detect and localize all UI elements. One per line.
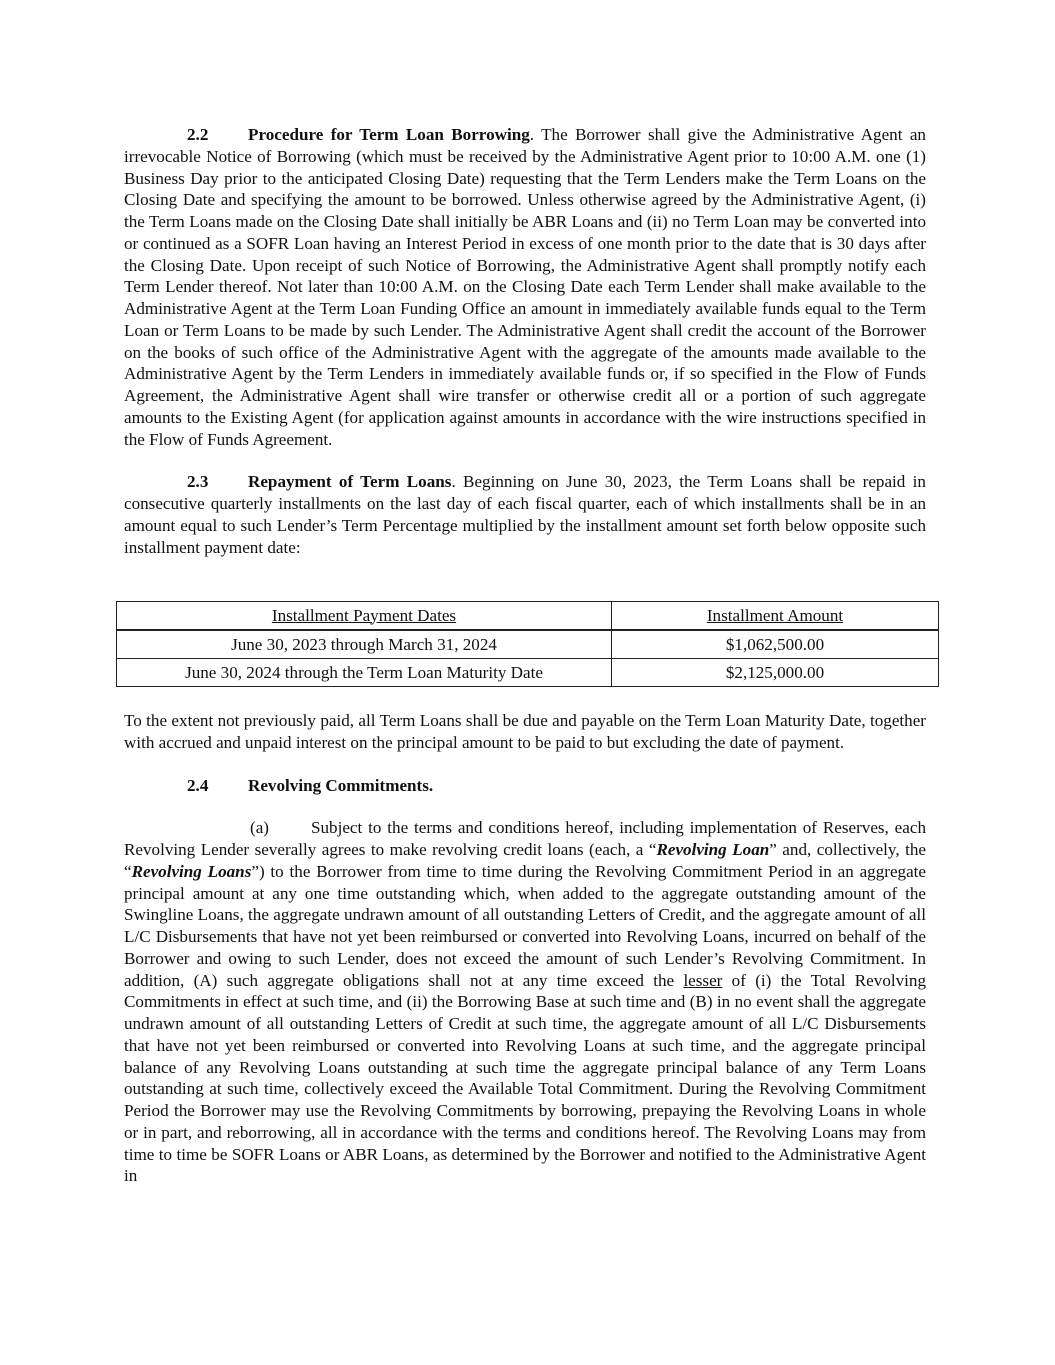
document-page-lower <box>124 710 926 1187</box>
clause-a-text-1: Subject to the terms and conditions hereof, including implementation of Reserves, each Revolving Lender severally agrees to make revolving credit loans (each, a “ <box>124 818 926 859</box>
section-2-2-number: 2.2 <box>187 125 209 144</box>
section-2-4-title: Revolving Commitments. <box>248 775 434 795</box>
section-2-2-title: Procedure for Term Loan Borrowing <box>248 125 530 144</box>
defined-term-revolving-loan: Revolving Loan <box>656 840 770 859</box>
row-amount-cell: $1,062,500.00 <box>612 630 939 659</box>
header-payment-dates: Installment Payment Dates <box>117 602 612 631</box>
section-2-3-number: 2.3 <box>187 472 209 492</box>
document-page <box>124 124 926 558</box>
lesser-underlined: lesser <box>683 970 723 990</box>
section-2-3-body: . Beginning on June 30, 2023, the Term Loans shall be repaid in consecutive quarterly installments on the last day of each fiscal quarter, each of which installments shall be in an amount equal to such Lender’s Term Percentage multiplied by the installment amount set forth below opposite such installment payment date: <box>124 472 926 557</box>
clause-a-label: (a) <box>250 818 269 838</box>
section-2-3-title: Repayment of Term Loans <box>248 472 452 492</box>
defined-term-revolving-loans: Revolving Loans <box>131 861 252 881</box>
row-dates-cell: June 30, 2024 through the Term Loan Maturity Date <box>117 659 612 687</box>
section-2-3-paragraph <box>124 471 926 558</box>
installment-schedule-table <box>116 601 939 687</box>
clause-a-text-4: of (i) the Total Revolving Commitments in effect at such time, and (ii) the Borrowing Base at such time and (B) in no event shall the aggregate undrawn amount of all outstanding Letters of Credit at such time, the aggregate amount of all L/C Disbursements that have not yet been reimbursed or converted into Revolving Loans at such time, and the aggregate principal balance of any Revolving Loans outstanding at such time the aggregate principal balance of any Term Loans outstanding at such time, collectively exceed the Available Total Commitment. During the Revolving Commitment Period the Borrower may use the Revolving Commitments by borrowing, prepaying the Revolving Loans in whole or in part, and reborrowing, all in accordance with the terms and conditions hereof. The Revolving Loans may from time to time be SOFR Loans or ABR Loans, as determined by the Borrower and notified to the Administrative Agent in <box>124 970 927 1186</box>
clause-a-text-2: ” and, collectively, the “ <box>124 840 926 881</box>
table-header-row <box>117 602 939 631</box>
maturity-paragraph: To the extent not previously paid, all Term Loans shall be due and payable on the Term Loan Maturity Date, together with accrued and unpaid interest on the principal amount to be paid to but excluding the date of payment. <box>124 711 926 752</box>
row-dates-cell: June 30, 2023 through March 31, 2024 <box>117 630 612 659</box>
section-2-2-paragraph <box>124 124 926 450</box>
section-2-2-body: . The Borrower shall give the Administrative Agent an irrevocable Notice of Borrowing (which must be received by the Administrative Agent prior to 10:00 A.M. one (1) Business Day prior to the anticipated Closing Date) requesting that the Term Lenders make the Term Loans on the Closing Date and specifying the amount to be borrowed. Unless otherwise agreed by the Administrative Agent, (i) the Term Loans made on the Closing Date shall initially be ABR Loans and (ii) no Term Loan may be converted into or continued as a SOFR Loan having an Interest Period in excess of one month prior to the date that is 30 days after the Closing Date. Upon receipt of such Notice of Borrowing, the Administrative Agent shall promptly notify each Term Lender thereof. Not later than 10:00 A.M. on the Closing Date each Term Lender shall make available to the Administrative Agent at the Term Loan Funding Office an amount in immediately available funds equal to the Term Loan or Term Loans to be made by such Lender. The Administrative Agent shall credit the account of the Borrower on the books of such office of the Administrative Agent with the aggregate of the amounts made available to the Administrative Agent by the Term Lenders in immediately available funds or, if so specified in the Flow of Funds Agreement, the Administrative Agent shall wire transfer or otherwise credit all or a portion of such aggregate amounts to the Existing Agent (for application against amounts in accordance with the wire instructions specified in the Flow of Funds Agreement. <box>124 125 926 449</box>
section-2-4-a-paragraph <box>124 817 926 1187</box>
table-row <box>117 630 939 659</box>
row-amount-cell: $2,125,000.00 <box>612 659 939 687</box>
section-2-4-heading <box>124 775 926 797</box>
header-installment-amount: Installment Amount <box>612 602 939 631</box>
section-2-4-number: 2.4 <box>187 775 209 795</box>
clause-a-text-3: ”) to the Borrower from time to time during the Revolving Commitment Period in an aggregate principal amount at any one time outstanding which, when added to the aggregate outstanding amount of the Swingline Loans, the aggregate undrawn amount of all outstanding Letters of Credit, and the aggregate amount of all L/C Disbursements that have not yet been reimbursed or converted into Revolving Loans, incurred on behalf of the Borrower and owing to such Lender, does not exceed the amount of such Lender’s Revolving Commitment. In addition, (A) such aggregate obligations shall not at any time exceed the <box>124 861 927 990</box>
table-row <box>117 659 939 687</box>
